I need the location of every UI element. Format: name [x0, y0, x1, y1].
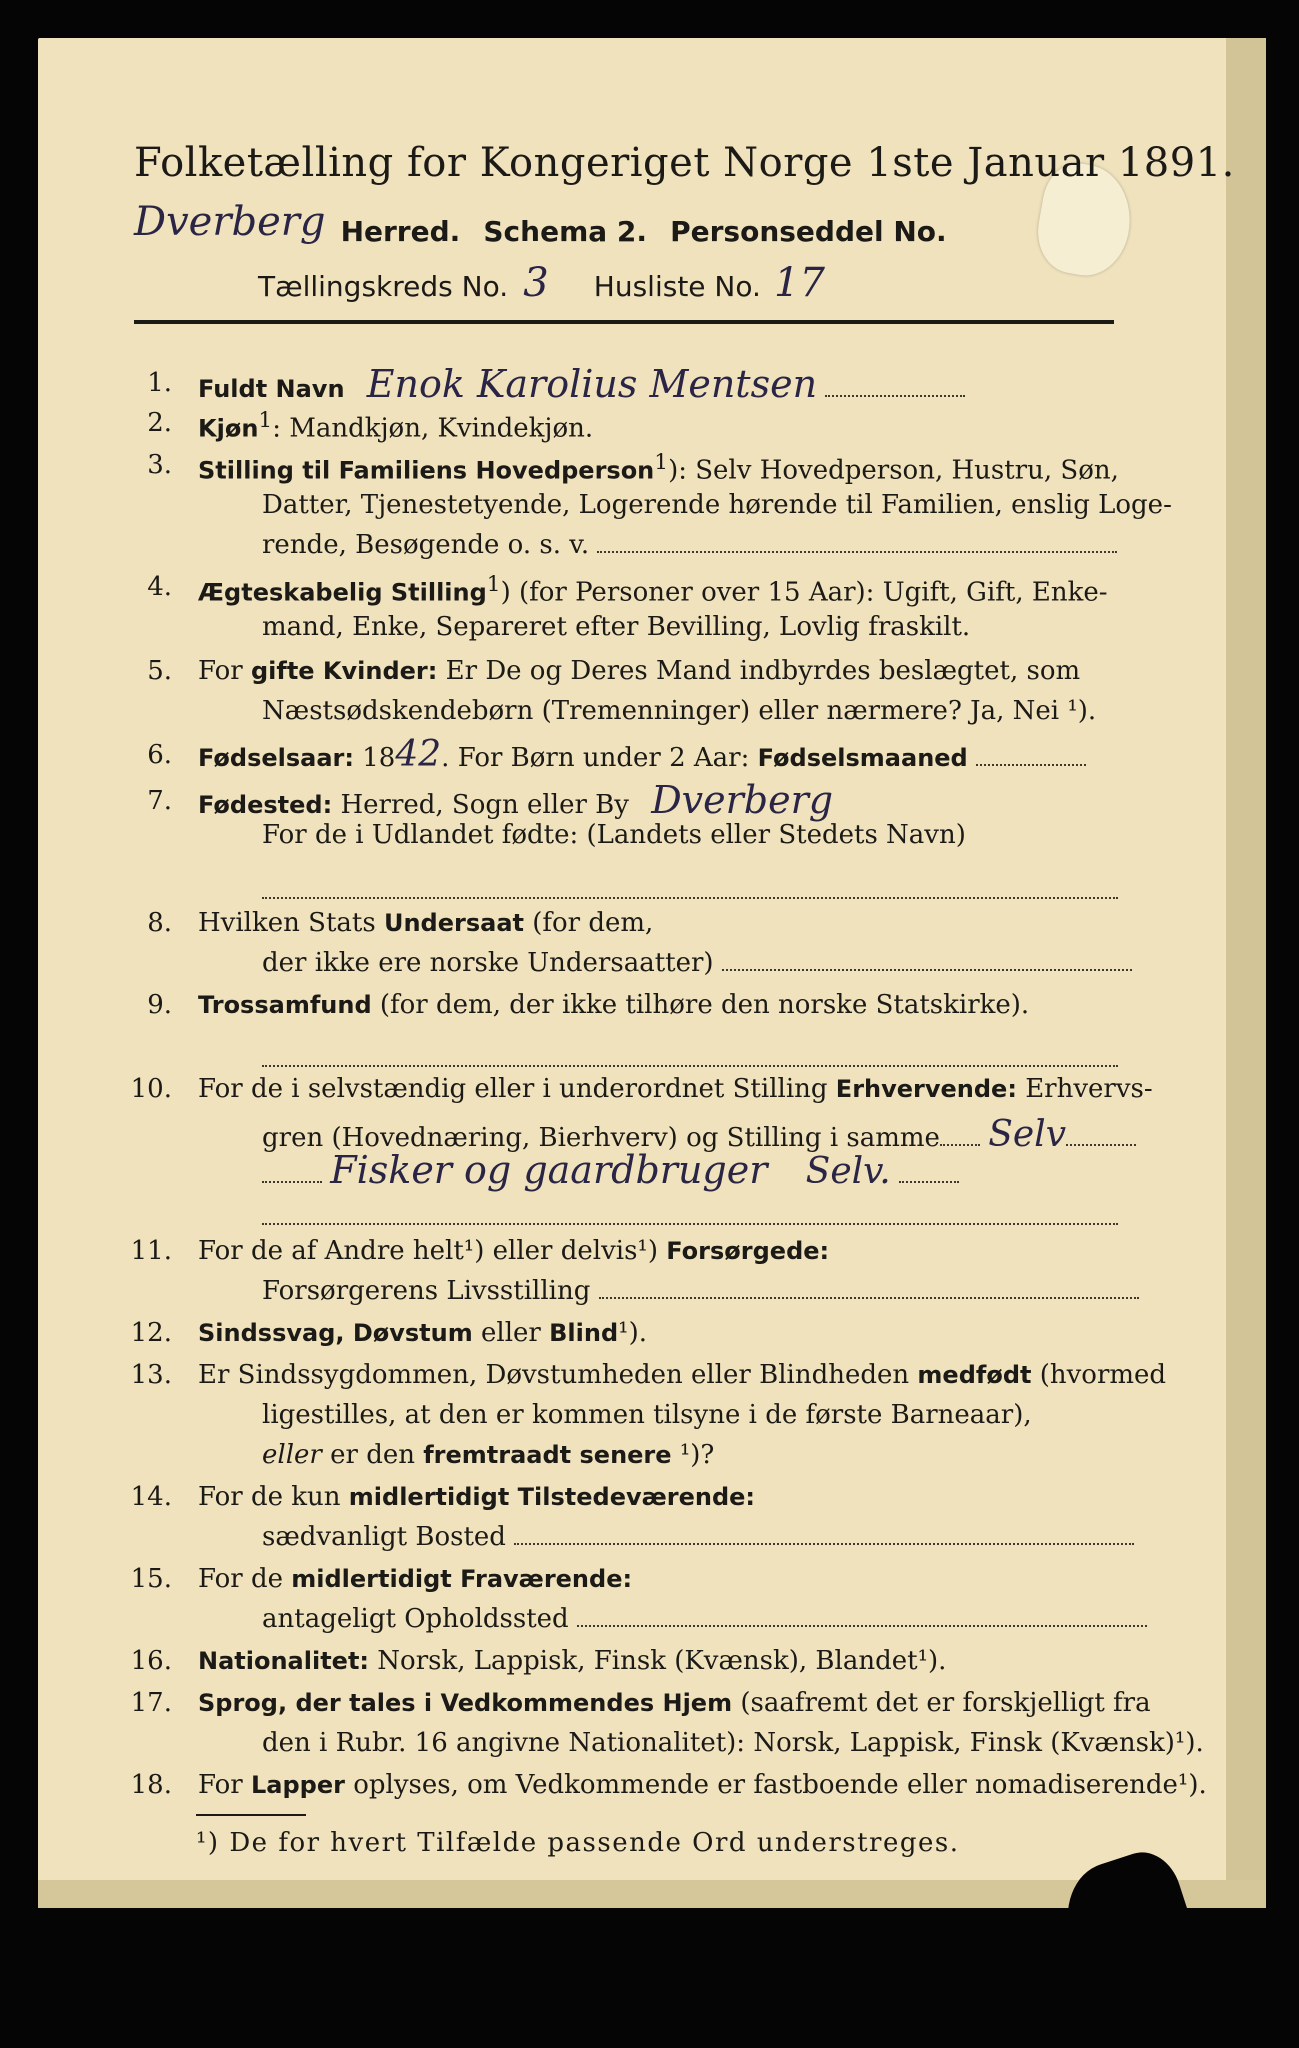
- item-label: Fødested:: [198, 791, 333, 819]
- item-10-answer: [262, 1148, 959, 1192]
- occupation-status-handwritten: Selv: [988, 1114, 1067, 1155]
- item-10-occupation: For de i selvstændig eller i underordnet Stilling Erhvervende: Erhvervs-: [198, 1074, 1153, 1104]
- kreds-line: [258, 260, 825, 306]
- item-11-cont1: Forsørgerens Livsstilling: [262, 1276, 1139, 1306]
- item-number: 15.: [130, 1564, 172, 1594]
- item-17-cont1: den i Rubr. 16 angivne Nationalitet): Norsk, Lappisk, Finsk (Kvænsk)¹).: [262, 1728, 1204, 1758]
- item-label: Fuldt Navn: [198, 375, 345, 403]
- item-label: Sprog, der tales i Vedkommendes Hjem: [198, 1689, 733, 1717]
- item-2-gender: Kjøn$^1$: Mandkjøn, Kvindekjøn.: [198, 408, 594, 444]
- item-label: Undersaat: [383, 909, 524, 937]
- item-6-birth-year: Fødselsaar: 1842. For Børn under 2 Aar: Fødselsmaaned: [198, 734, 1086, 775]
- item-number: 16.: [130, 1646, 172, 1676]
- item-text: : Mandkjøn, Kvindekjøn.: [272, 413, 594, 444]
- item-label: Ægteskabelig Stilling: [198, 578, 487, 607]
- item-label: Forsørgede:: [666, 1237, 830, 1265]
- header-rule: [134, 320, 1114, 324]
- item-8-citizenship: Hvilken Stats Undersaat (for dem,: [198, 908, 654, 938]
- item-text: ): Selv Hovedperson, Hustru, Søn,: [668, 455, 1119, 486]
- item-15-temporary-absent: For de midlertidigt Fraværende:: [198, 1564, 633, 1594]
- item-10-cont1: gren (Hovednæring, Bierhverv) og Stilling i samme Selv: [262, 1114, 1136, 1155]
- footnote: ¹) De for hvert Tilfælde passende Ord understreges.: [196, 1828, 960, 1858]
- item-number: 2.: [147, 408, 172, 438]
- item-number: 11.: [130, 1236, 172, 1266]
- item-8-cont1: der ikke ere norske Undersaatter): [262, 948, 1132, 978]
- item-number: 9.: [147, 990, 172, 1020]
- item-label: Kjøn: [198, 414, 259, 443]
- personseddel-label: Personseddel No.: [670, 215, 947, 248]
- item-5-cont1: Næstsødskendebørn (Tremenninger) eller nærmere? Ja, Nei ¹).: [262, 696, 1097, 726]
- item-number: 1.: [147, 368, 172, 398]
- occupation-status2-handwritten: Selv.: [805, 1151, 891, 1192]
- item-4-cont1: mand, Enke, Separeret efter Bevilling, Lovlig fraskilt.: [262, 612, 971, 642]
- item-number: 12.: [130, 1318, 172, 1348]
- item-18-lapps: For Lapper oplyses, om Vedkommende er fastboende eller nomadiserende¹).: [198, 1770, 1207, 1800]
- item-label: Trossamfund: [198, 991, 372, 1019]
- item-label: Lapper: [250, 1771, 345, 1799]
- herred-label: Herred.: [340, 215, 461, 248]
- item-number: 10.: [130, 1074, 172, 1104]
- item-5-married-women: For gifte Kvinder: Er De og Deres Mand indbyrdes beslægtet, som: [198, 656, 1081, 686]
- item-13-congenital: Er Sindssygdommen, Døvstumheden eller Blindheden medfødt (hvormed: [198, 1360, 1167, 1390]
- item-9-religion: Trossamfund (for dem, der ikke tilhøre den norske Statskirke).: [198, 990, 1030, 1020]
- item-label: Stilling til Familiens Hovedperson: [198, 456, 655, 485]
- herred-handwritten: Dverberg: [134, 199, 326, 245]
- item-3-cont1: Datter, Tjenestetyende, Logerende hørende til Familien, enslig Loge-: [262, 490, 1172, 520]
- item-label: medfødt: [917, 1361, 1032, 1389]
- item-14-cont1: sædvanligt Bosted: [262, 1522, 1134, 1552]
- item-label: Fødselsaar:: [198, 744, 354, 772]
- item-3-relation: Stilling til Familiens Hovedperson$^1$): Selv Hovedperson, Hustru, Søn,: [198, 450, 1119, 486]
- item-number: 3.: [147, 450, 172, 480]
- item-17-language: Sprog, der tales i Vedkommendes Hjem (saafremt det er forskjelligt fra: [198, 1688, 1151, 1718]
- occupation-handwritten: Fisker og gaardbruger: [330, 1148, 768, 1192]
- item-label: Nationalitet:: [198, 1647, 370, 1675]
- item-label: midlertidigt Tilstedeværende:: [348, 1483, 756, 1511]
- birth-year-handwritten: 42: [395, 734, 442, 775]
- item-number: 4.: [147, 572, 172, 602]
- item-text: Er De og Deres Mand indbyrdes beslægtet, som: [445, 656, 1081, 686]
- item-4-marital: Ægteskabelig Stilling$^1$) (for Personer over 15 Aar): Ugift, Gift, Enke-: [198, 572, 1108, 608]
- item-label: midlertidigt Fraværende:: [291, 1565, 633, 1593]
- item-number: 17.: [130, 1688, 172, 1718]
- item-number: 13.: [130, 1360, 172, 1390]
- item-13-cont2: eller er den fremtraadt senere ¹)?: [262, 1440, 715, 1470]
- husliste-label: Husliste No.: [593, 270, 761, 303]
- item-7-cont1: For de i Udlandet fødte: (Landets eller Stedets Navn): [262, 820, 966, 850]
- item-label: Sindssvag, Døvstum: [198, 1319, 473, 1347]
- item-number: 18.: [130, 1770, 172, 1800]
- husliste-number-handwritten: 17: [774, 260, 825, 306]
- item-16-nationality: Nationalitet: Norsk, Lappisk, Finsk (Kvænsk), Blandet¹).: [198, 1646, 947, 1676]
- item-label: gifte Kvinder:: [250, 657, 438, 685]
- item-number: 7.: [147, 786, 172, 816]
- paper-edge-right: [1226, 38, 1266, 1908]
- item-13-cont1: ligestilles, at den er kommen tilsyne i de første Barneaar),: [262, 1400, 1032, 1430]
- form-title: Folketælling for Kongeriget Norge 1ste Januar 1891.: [134, 140, 1235, 186]
- birthplace-handwritten: Dverberg: [651, 778, 834, 822]
- name-handwritten: Enok Karolius Mentsen: [366, 362, 818, 406]
- item-number: 14.: [130, 1482, 172, 1512]
- footnote-rule: [196, 1814, 306, 1816]
- item-15-cont1: antageligt Opholdssted: [262, 1604, 1147, 1634]
- item-12-disability: Sindssvag, Døvstum eller Blind¹).: [198, 1318, 647, 1348]
- item-number: 5.: [147, 656, 172, 686]
- herred-line: [134, 199, 947, 251]
- item-7-birthplace: Fødested: Herred, Sogn eller By Dverberg: [198, 778, 834, 822]
- kreds-label: Tællingskreds No.: [258, 270, 509, 303]
- item-text: ) (for Personer over 15 Aar): Ugift, Gift, Enke-: [500, 577, 1108, 608]
- item-1-full-name: [198, 362, 965, 406]
- kreds-number-handwritten: 3: [523, 260, 549, 306]
- item-label: Erhvervende:: [835, 1075, 1017, 1103]
- item-11-dependents: For de af Andre helt¹) eller delvis¹) Forsørgede:: [198, 1236, 830, 1266]
- item-14-temporary-present: For de kun midlertidigt Tilstedeværende:: [198, 1482, 756, 1512]
- item-3-cont2: rende, Besøgende o. s. v.: [262, 530, 1117, 560]
- schema-label: Schema 2.: [483, 215, 647, 248]
- item-number: 6.: [147, 740, 172, 770]
- item-label-2: Fødselsmaaned: [757, 744, 968, 772]
- item-number: 8.: [147, 908, 172, 938]
